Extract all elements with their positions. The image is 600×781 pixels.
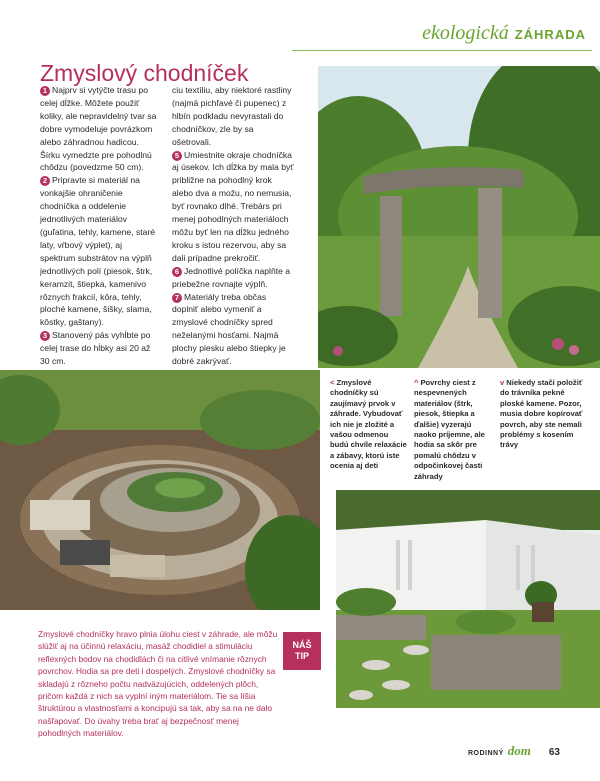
step-number-badge: 3	[40, 331, 50, 341]
step-paragraph	[172, 149, 294, 265]
page-number: 63	[548, 747, 560, 758]
step-text: Materiály treba občas doplniť alebo vymeniť a zmyslové chodníčky spred neželanými hosťami. Najmä plochy piesku alebo štiepky je dobré zakrývať.	[172, 291, 286, 367]
page-footer	[468, 743, 560, 759]
article-title: Zmyslový chodníček	[40, 60, 249, 86]
section-header	[422, 22, 586, 45]
step-paragraph	[40, 84, 158, 174]
step-number-badge: 2	[40, 176, 50, 186]
section-name: ekologická	[422, 22, 509, 44]
section-name-caps: ZÁHRADA	[514, 27, 586, 42]
header-divider	[292, 50, 592, 51]
chevron-down-icon: v	[500, 378, 505, 387]
chevron-up-icon: ^	[414, 378, 419, 387]
step-text: Stanovený pás vyhĺbte po celej trase do hĺbky asi 20 až 30 cm.	[40, 330, 151, 367]
step-paragraph	[172, 265, 294, 291]
step-number-badge: 6	[172, 267, 182, 277]
tip-text: Zmyslové chodníčky hravo plnia úlohu ciest v záhrade, ale môžu slúžiť aj na účinnú relaxáciu, masáž chodidiel a stimuláciu reflexných bodov na chodidlách či na citlivé vnímanie rôznych povrchov. Hodia sa pre deti i dospelých. Zmyslové chodníčky sa skladajú z rôzneho počtu nadväzujúcich, oddelených plôch, pričom každá z nich sa vyplní iným materiálom. Tie sa líšia štruktúrou a vlastnosťami a koncipujú sa tak, aby sa na ne dalo našľapovať. Do úvahy treba brať aj bezpečnosť menej pohodlných materiálov.	[38, 629, 278, 739]
text-column-1	[40, 84, 158, 394]
caption-2: ^ Povrchy ciest z nespevnených materiálov (štrk, piesok, štiepka a ďalšie) vyzerajú naoko príjemne, ale hodia sa skôr pre pomalú chôdzu v odpočinkovej časti záhrady	[414, 378, 485, 481]
step-paragraph	[40, 329, 158, 368]
step-number-badge: 5	[172, 151, 182, 161]
magazine-name: RODINNÝ	[467, 750, 504, 757]
step-paragraph	[40, 174, 158, 329]
step-number-badge: 7	[172, 293, 182, 303]
step-paragraph	[172, 291, 294, 368]
chevron-left-icon: <	[330, 378, 335, 387]
step-paragraph	[172, 84, 294, 149]
step-text: Pripravte si materiál na vonkajšie ohraničenie chodníčka a oddelenie jednotlivých materiálov (guľatina, tehly, kamene, staré laty, vŕbový výplet), aj spektrum substrátov na výplň jednotlivých polí (piesok, štrk, keramzit, štiepka, kamenivo rôznych frakcií, kôra, tehly, ploché kamene, šišky, slama, kôstky, gaštany).	[40, 175, 156, 328]
caption-1: < Zmyslové chodníčky sú zaujímavý prvok v záhrade. Vybudovať ich nie je zložité a vašou odmenou budú chvíle relaxácie a zábavy, ktorú iste ocenia aj deti	[330, 378, 407, 471]
step-text: Jednotlivé políčka naplňte a priebežne rovnajte výplň.	[172, 265, 291, 289]
photo-sensory-spiral	[0, 370, 320, 610]
magazine-logo: dom	[507, 743, 531, 758]
caption-3: v Niekedy stačí položiť do trávníka pekné ploské kamene. Pozor, musia dobre kopírovať povrch, aby ste nemali problémy s kosením trávy	[500, 378, 583, 450]
step-text: ciu textíliu, aby niektoré rastliny (najmä pichľavé či pupenec) z hlbín podkladu nevyrastali do chodníčkov, zle by sa ošetrovali.	[172, 85, 292, 147]
photo-stone-arch	[318, 66, 600, 368]
step-text: Umiestnite okraje chodníčka aj úsekov. Ich dĺžka by mala byť približne na pohodlný krok alebo dva a možu, no nemusia, byť rovnako dlhé. Trebárs pri menej pohodlných materiáloch môžu byť len na dĺžku jedného kroku s istou rezervou, aby sa dali prípadne prekročiť.	[172, 149, 294, 263]
step-number-badge: 1	[40, 86, 50, 96]
photo-stepping-stones	[336, 490, 600, 708]
text-column-2	[172, 84, 294, 368]
step-text: Najprv si vytýčte trasu po celej dĺžke. Môžete použiť koliky, ale nepravidelný tvar sa dobre vymodeluje povrázkom alebo záhradnou hadicou. Šírku vymedzte pre pohodlnú chôdzu (povedzme 50 cm).	[40, 85, 157, 173]
tip-badge: NÁŠ TIP	[283, 632, 321, 670]
